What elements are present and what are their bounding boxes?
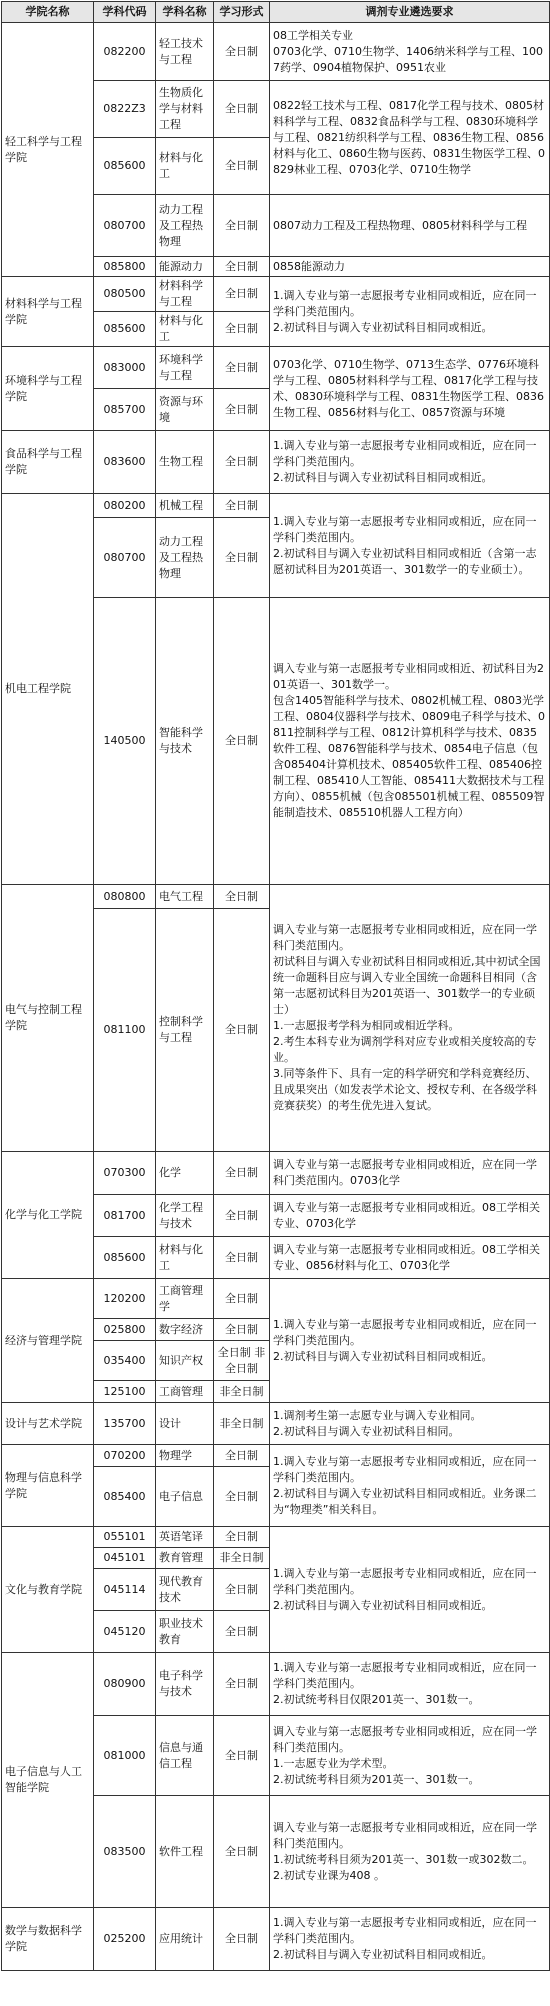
subject-code: 070300: [94, 1152, 156, 1195]
subject-name: 控制科学与工程: [156, 909, 214, 1152]
subject-code: 045101: [94, 1548, 156, 1569]
adjustment-requirements: [270, 1908, 550, 1971]
table-header-row: [2, 2, 550, 23]
subject-code: 080900: [94, 1653, 156, 1716]
table-row: [2, 1152, 550, 1195]
study-mode: 全日制: [214, 195, 270, 257]
subject-name: 材料科学与工程: [156, 277, 214, 312]
requirement-line: 1.调入专业与第一志愿报考专业相同或相近，应在同一学科门类范围内。: [273, 1454, 537, 1484]
college-name: 电气与控制工程学院: [2, 885, 94, 1152]
table-row: [2, 277, 550, 312]
requirement-line: 1.调剂考生第一志愿专业与调入专业相同。: [273, 1408, 482, 1422]
study-mode: 全日制: [214, 1908, 270, 1971]
study-mode: 全日制: [214, 257, 270, 277]
requirement-line: 2.初试科目与调入专业初试科目相同。: [273, 1424, 460, 1438]
adjustment-requirements: [270, 1237, 550, 1279]
requirement-line: 0703化学、0710生物学、0713生态学、0776环境科学与工程、0805材料科学与工程、0817化学工程与技术、0830环境科学与工程、0831生物医学工程、0836生物工程、0856材料与化工、0857资源与环境: [273, 357, 544, 419]
subject-code: 080200: [94, 494, 156, 518]
adjustment-requirements: [270, 1152, 550, 1195]
subject-name: 工商管理: [156, 1381, 214, 1403]
subject-name: 工商管理学: [156, 1279, 214, 1319]
adjustment-requirements: [270, 494, 550, 598]
study-mode: 全日制: [214, 277, 270, 312]
requirement-line: 0822轻工技术与工程、0817化学工程与技术、0805材料科学与工程、0832食品科学与工程、0830环境科学与工程、0821纺织科学与工程、0836生物工程、0856材料与化工、0860生物与医药、0831生物医学工程、0829林业工程、0703化学、0710生物学: [273, 98, 545, 176]
subject-code: 083000: [94, 347, 156, 389]
subject-code: 080700: [94, 195, 156, 257]
requirement-line: 0807动力工程及工程热物理、0805材料科学与工程: [273, 218, 527, 232]
college-name: 机电工程学院: [2, 494, 94, 885]
study-mode: 全日制: [214, 1611, 270, 1653]
subject-code: 080700: [94, 518, 156, 598]
study-mode: 全日制: [214, 909, 270, 1152]
subject-code: 125100: [94, 1381, 156, 1403]
table-row: [2, 347, 550, 389]
college-name: 材料科学与工程学院: [2, 277, 94, 347]
table-row: [2, 885, 550, 909]
requirement-line: 1.调入专业与第一志愿报考专业相同或相近，应在同一学科门类范围内。: [273, 288, 537, 318]
requirement-line: 调入专业与第一志愿报考专业相同或相近、初试科目为201英语一、301数学一。: [273, 662, 544, 691]
subject-name: 数字经济: [156, 1319, 214, 1341]
adjustment-requirements: [270, 347, 550, 431]
adjustment-requirements: [270, 1279, 550, 1403]
subject-name: 生物质化学与材料工程: [156, 81, 214, 138]
college-name: 环境科学与工程学院: [2, 347, 94, 431]
subject-code: 085700: [94, 389, 156, 431]
table-row: [2, 494, 550, 518]
subject-name: 材料与化工: [156, 1237, 214, 1279]
subject-name: 设计: [156, 1403, 214, 1445]
study-mode: 非全日制: [214, 1381, 270, 1403]
requirement-line: 2.初试科目与调入专业初试科目相同或相近。: [273, 320, 493, 334]
study-mode: 全日制 非全日制: [214, 1341, 270, 1381]
study-mode: 全日制: [214, 1569, 270, 1611]
requirement-line: 包含1405智能科学与技术、0802机械工程、0803光学工程、0804仪器科学与技术、0809电子科学与技术、0811控制科学与工程、0812计算机科学与技术、0835软件工程、0876智能科学与技术、0854电子信息（包含085404计算机技术、085405软件工程、085406控制工程、085410人工智能、085411大数据技术与工程方向）、0855机械（包含085501机械工程、085509智能制造技术、085510机器人工程方向）: [273, 694, 545, 819]
subject-name: 电子信息: [156, 1467, 214, 1527]
requirement-line: 1.初试统考科目须为201英一、301数一或302数二。: [273, 1852, 534, 1866]
table-row: [2, 1653, 550, 1716]
subject-code: 083600: [94, 431, 156, 494]
study-mode: 非全日制: [214, 1548, 270, 1569]
subject-code: 055101: [94, 1527, 156, 1548]
requirement-line: 2.考生本科专业为调剂学科对应专业或相关度较高的专业。: [273, 1035, 537, 1064]
subject-code: 070200: [94, 1445, 156, 1467]
study-mode: 全日制: [214, 347, 270, 389]
adjustment-requirements: [270, 885, 550, 1152]
subject-code: 085400: [94, 1467, 156, 1527]
table-row: [2, 1279, 550, 1319]
adjustment-requirements: [270, 81, 550, 195]
subject-name: 英语笔译: [156, 1527, 214, 1548]
college-name: 文化与教育学院: [2, 1527, 94, 1653]
adjustment-table: [1, 1, 550, 1971]
study-mode: 全日制: [214, 1527, 270, 1548]
subject-code: 083500: [94, 1796, 156, 1908]
subject-code: 025200: [94, 1908, 156, 1971]
subject-code: 081700: [94, 1195, 156, 1237]
requirement-line: 1.一志愿专业为学术型。: [273, 1756, 394, 1770]
subject-name: 信息与通信工程: [156, 1716, 214, 1796]
requirement-line: 3.同等条件下、具有一定的科学研究和学科竞赛经历、且成果突出（如发表学术论文、授权专利、在各级学科竞赛获奖）的考生优先进入复试。: [273, 1067, 537, 1112]
requirement-line: 2.初试科目与调入专业初试科目相同或相近。: [273, 471, 493, 484]
subject-code: 085800: [94, 257, 156, 277]
study-mode: 全日制: [214, 598, 270, 885]
requirement-line: 1.调入专业与第一志愿报考专业相同或相近，应在同一学科门类范围内。: [273, 1317, 537, 1347]
subject-code: 082200: [94, 23, 156, 81]
subject-code: 080500: [94, 277, 156, 312]
adjustment-requirements: [270, 23, 550, 81]
college-name: 设计与艺术学院: [2, 1403, 94, 1445]
table-row: [2, 23, 550, 81]
table-body: [2, 23, 550, 1971]
requirement-line: 调入专业与第一志愿报考专业相同或相近。08工学相关专业、0856材料与化工、0703化学: [273, 1242, 540, 1272]
adjustment-requirements: [270, 598, 550, 885]
requirement-line: 0703化学、0710生物学、1406纳米科学与工程、1007药学、0904植物保护、0951农业: [273, 44, 543, 74]
requirement-line: 1.调入专业与第一志愿报考专业相同或相近，应在同一学科门类范围内。: [273, 439, 537, 468]
subject-name: 轻工技术与工程: [156, 23, 214, 81]
subject-code: 035400: [94, 1341, 156, 1381]
subject-name: 化学工程与技术: [156, 1195, 214, 1237]
study-mode: 全日制: [214, 494, 270, 518]
college-name: 轻工科学与工程学院: [2, 23, 94, 277]
study-mode: 全日制: [214, 1237, 270, 1279]
subject-name: 动力工程及工程热物理: [156, 518, 214, 598]
requirement-line: 2.初试科目与调入专业初试科目相同或相近。: [273, 1948, 493, 1961]
requirement-line: 2.初试科目与调入专业初试科目相同或相近。: [273, 1598, 493, 1612]
subject-code: 081000: [94, 1716, 156, 1796]
subject-name: 材料与化工: [156, 138, 214, 195]
college-name: 食品科学与工程学院: [2, 431, 94, 494]
subject-name: 软件工程: [156, 1796, 214, 1908]
adjustment-requirements: [270, 1445, 550, 1527]
subject-name: 资源与环境: [156, 389, 214, 431]
requirement-line: 1.一志愿报考学科为相同或相近学科。: [273, 1019, 460, 1032]
study-mode: 全日制: [214, 389, 270, 431]
subject-code: 135700: [94, 1403, 156, 1445]
study-mode: 全日制: [214, 1653, 270, 1716]
header-name: 学科名称: [156, 2, 214, 23]
subject-code: 080800: [94, 885, 156, 909]
study-mode: 全日制: [214, 312, 270, 347]
subject-name: 化学: [156, 1152, 214, 1195]
requirement-line: 1.调入专业与第一志愿报考专业相同或相近，应在同一学科门类范围内。: [273, 1566, 537, 1596]
requirement-line: 1.调入专业与第一志愿报考专业相同或相近，应在同一学科门类范围内。: [273, 514, 537, 544]
requirement-line: 2.初试统考科目仅限201英一、301数一。: [273, 1693, 480, 1706]
college-name: 数学与数据科学学院: [2, 1908, 94, 1971]
subject-code: 025800: [94, 1319, 156, 1341]
subject-name: 材料与化工: [156, 312, 214, 347]
college-name: 化学与化工学院: [2, 1152, 94, 1279]
subject-name: 知识产权: [156, 1341, 214, 1381]
subject-code: 085600: [94, 1237, 156, 1279]
subject-name: 电气工程: [156, 885, 214, 909]
subject-code: 045120: [94, 1611, 156, 1653]
study-mode: 全日制: [214, 1195, 270, 1237]
subject-name: 职业技术教育: [156, 1611, 214, 1653]
subject-name: 动力工程及工程热物理: [156, 195, 214, 257]
requirement-line: 1.调入专业与第一志愿报考专业相同或相近，应在同一学科门类范围内。: [273, 1916, 537, 1945]
subject-name: 电子科学与技术: [156, 1653, 214, 1716]
adjustment-requirements: [270, 1796, 550, 1908]
requirement-line: 2.初试专业课为408 。: [273, 1868, 385, 1882]
table-row: [2, 1908, 550, 1971]
subject-name: 教育管理: [156, 1548, 214, 1569]
adjustment-requirements: [270, 195, 550, 257]
requirement-line: 2.初试科目与调入专业初试科目相同或相近。业务课二为“物理类”相关科目。: [273, 1486, 537, 1516]
study-mode: 全日制: [214, 1279, 270, 1319]
subject-code: 0822Z3: [94, 81, 156, 138]
header-college: 学院名称: [2, 2, 94, 23]
header-requirements: 调剂专业遴选要求: [270, 2, 550, 23]
study-mode: 非全日制: [214, 1403, 270, 1445]
college-name: 经济与管理学院: [2, 1279, 94, 1403]
study-mode: 全日制: [214, 1152, 270, 1195]
study-mode: 全日制: [214, 23, 270, 81]
subject-name: 机械工程: [156, 494, 214, 518]
study-mode: 全日制: [214, 138, 270, 195]
adjustment-requirements: [270, 431, 550, 494]
requirement-line: 调入专业与第一志愿报考专业相同或相近，应在同一学科门类范围内。: [273, 1724, 537, 1754]
table-row: [2, 1403, 550, 1445]
requirement-line: 调入专业与第一志愿报考专业相同或相近。08工学相关专业、0703化学: [273, 1200, 540, 1230]
requirement-line: 1.调入专业与第一志愿报考专业相同或相近，应在同一学科门类范围内。: [273, 1661, 537, 1690]
subject-name: 应用统计: [156, 1908, 214, 1971]
subject-name: 能源动力: [156, 257, 214, 277]
table-row: [2, 1445, 550, 1467]
table-row: [2, 1527, 550, 1548]
subject-code: 140500: [94, 598, 156, 885]
requirement-line: 08工学相关专业: [273, 28, 353, 42]
subject-code: 085600: [94, 312, 156, 347]
header-code: 学科代码: [94, 2, 156, 23]
subject-name: 物理学: [156, 1445, 214, 1467]
study-mode: 全日制: [214, 1467, 270, 1527]
adjustment-requirements: [270, 1653, 550, 1716]
subject-name: 现代教育技术: [156, 1569, 214, 1611]
subject-name: 环境科学与工程: [156, 347, 214, 389]
requirement-line: 初试科目与调入专业初试科目相同或相近,其中初试全国统一命题科目应与调入专业全国统一命题科目相同（含第一志愿初试科目为201英语一、301数学一的专业硕士）: [273, 955, 541, 1016]
adjustment-requirements: [270, 1527, 550, 1653]
study-mode: 全日制: [214, 885, 270, 909]
study-mode: 全日制: [214, 1319, 270, 1341]
subject-name: 生物工程: [156, 431, 214, 494]
subject-code: 085600: [94, 138, 156, 195]
requirement-line: 调入专业与第一志愿报考专业相同或相近，应在同一学科门类范围内。: [273, 1820, 537, 1850]
study-mode: 全日制: [214, 81, 270, 138]
subject-code: 045114: [94, 1569, 156, 1611]
study-mode: 全日制: [214, 431, 270, 494]
adjustment-requirements: [270, 277, 550, 347]
requirement-line: 2.初试统考科目须为201英一、301数一。: [273, 1772, 480, 1786]
study-mode: 全日制: [214, 518, 270, 598]
requirement-line: 2.初试科目与调入专业初试科目相同或相近。: [273, 1349, 493, 1363]
subject-name: 智能科学与技术: [156, 598, 214, 885]
study-mode: 全日制: [214, 1716, 270, 1796]
subject-code: 120200: [94, 1279, 156, 1319]
requirement-line: 调入专业与第一志愿报考专业相同或相近，应在同一学科门类范围内。0703化学: [273, 1158, 537, 1187]
college-name: 物理与信息科学学院: [2, 1445, 94, 1527]
table-row: [2, 431, 550, 494]
adjustment-requirements: [270, 1195, 550, 1237]
subject-code: 081100: [94, 909, 156, 1152]
requirement-line: 0858能源动力: [273, 259, 345, 273]
adjustment-requirements: [270, 1403, 550, 1445]
study-mode: 全日制: [214, 1445, 270, 1467]
study-mode: 全日制: [214, 1796, 270, 1908]
college-name: 电子信息与人工智能学院: [2, 1653, 94, 1908]
requirement-line: 调入专业与第一志愿报考专业相同或相近，应在同一学科门类范围内。: [273, 923, 537, 952]
adjustment-requirements: [270, 257, 550, 277]
header-mode: 学习形式: [214, 2, 270, 23]
requirement-line: 2.初试科目与调入专业初试科目相同或相近（含第一志愿初试科目为201英语一、301数学一的专业硕士）。: [273, 546, 537, 576]
adjustment-requirements: [270, 1716, 550, 1796]
